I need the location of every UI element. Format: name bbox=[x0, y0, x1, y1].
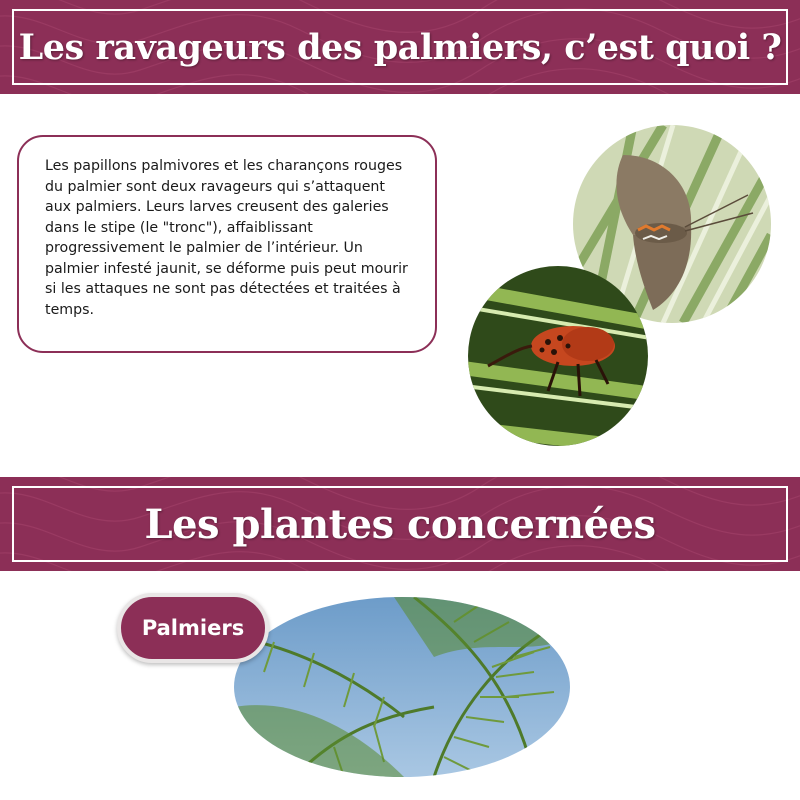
description-box bbox=[17, 135, 437, 353]
plant-label-badge bbox=[117, 593, 269, 663]
palm-illustration bbox=[234, 597, 570, 777]
palm-photo bbox=[234, 597, 570, 777]
section-banner-pests bbox=[0, 0, 800, 94]
section-title: Les plantes concernées bbox=[144, 500, 656, 548]
weevil-photo bbox=[468, 266, 648, 446]
weevil-illustration bbox=[468, 266, 648, 446]
section-banner-plants bbox=[0, 477, 800, 571]
description-text: Les papillons palmivores et les charançons rouges du palmier sont deux ravageurs qui s’attaquent aux palmiers. Leurs larves creusent des galeries dans le stipe (le "tronc"), affaiblissant progressivement le palmier de l’intérieur. Un palmier infesté jaunit, se déforme puis peut mourir si les attaques ne sont pas détectées et traitées à temps. bbox=[45, 158, 408, 318]
section-title: Les ravageurs des palmiers, c’est quoi ? bbox=[18, 26, 782, 68]
plant-label: Palmiers bbox=[141, 616, 245, 640]
